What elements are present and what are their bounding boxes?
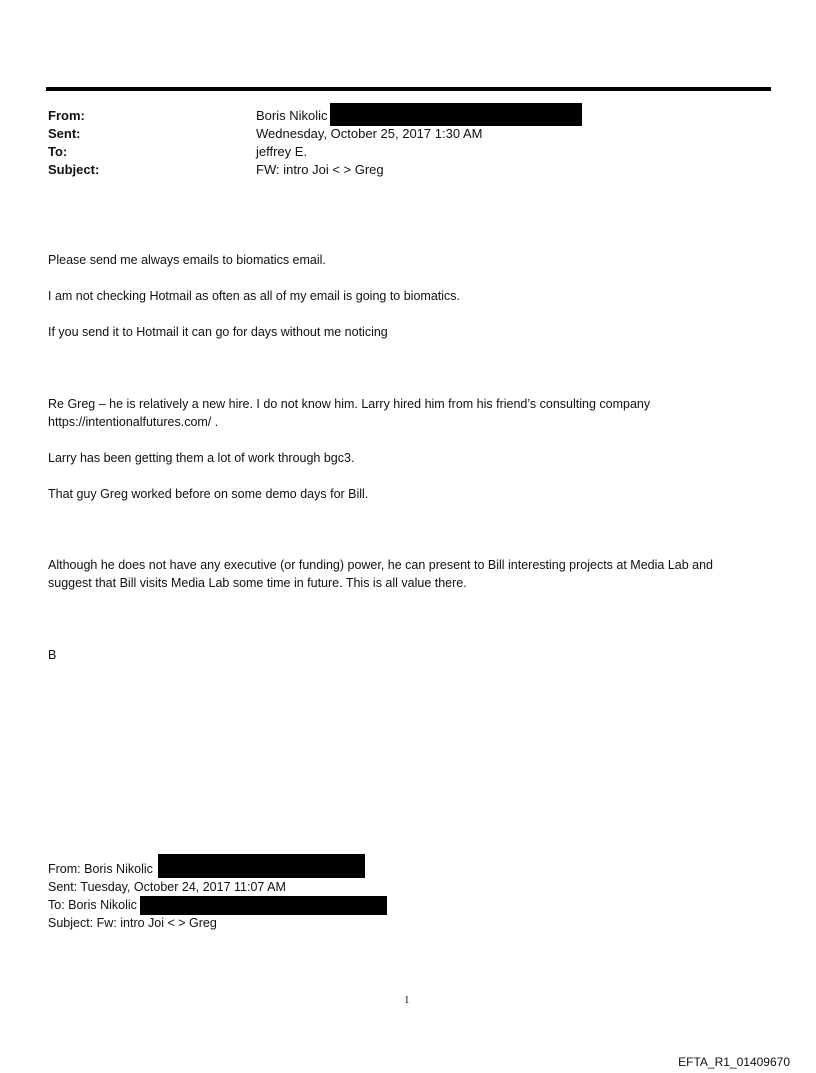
forwarded-subject: Subject: Fw: intro Joi < > Greg [48,916,217,930]
redaction-forwarded-from-email [158,854,365,878]
body-paragraph-4-line-2: https://intentionalfutures.com/ . [48,415,219,429]
forwarded-from: From: Boris Nikolic [48,862,153,876]
from-label: From: [48,108,85,123]
signoff: B [48,648,57,662]
body-paragraph-1: Please send me always emails to biomatics email. [48,253,326,267]
body-paragraph-7-line-2: suggest that Bill visits Media Lab some time in future. This is all value there. [48,576,467,590]
body-paragraph-5: Larry has been getting them a lot of work through bgc3. [48,451,355,465]
subject-label: Subject: [48,162,100,177]
body-paragraph-4-line-1: Re Greg – he is relatively a new hire. I do not know him. Larry hired him from his friend’s consulting company [48,397,651,411]
forwarded-sent: Sent: Tuesday, October 24, 2017 11:07 AM [48,880,286,894]
sent-value: Wednesday, October 25, 2017 1:30 AM [256,126,483,141]
page-number: 1 [404,994,410,1006]
body-paragraph-7-line-1: Although he does not have any executive (or funding) power, he can present to Bill interesting projects at Media Lab and [48,558,714,572]
from-value: Boris Nikolic [256,108,328,123]
redaction-from-email [330,103,582,126]
document-id: EFTA_R1_01409670 [678,1055,790,1069]
forwarded-to: To: Boris Nikolic [48,898,137,912]
sent-label: Sent: [48,126,81,141]
redaction-forwarded-to-email [140,896,387,915]
body-paragraph-2: I am not checking Hotmail as often as all of my email is going to biomatics. [48,289,460,303]
body-paragraph-6: That guy Greg worked before on some demo days for Bill. [48,487,369,501]
subject-value: FW: intro Joi < > Greg [256,162,384,177]
to-label: To: [48,144,68,159]
header-rule [46,87,771,91]
to-value: jeffrey E. [256,144,308,159]
body-paragraph-3: If you send it to Hotmail it can go for days without me noticing [48,325,388,339]
